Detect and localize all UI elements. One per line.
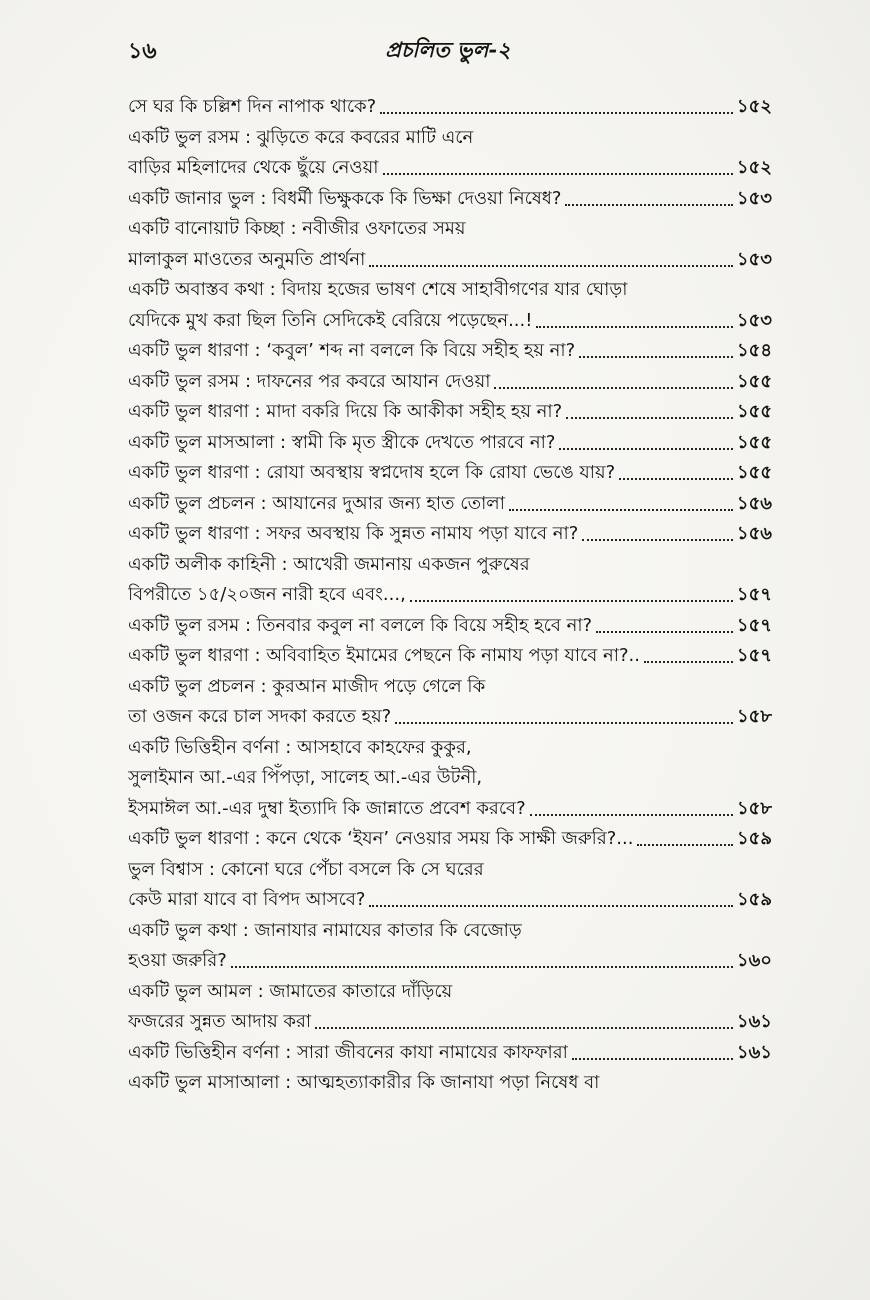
toc-entry-text: ফজরের সুন্নত আদায় করা [128,1011,312,1032]
toc-page-number: ১৫২ [736,96,772,117]
toc-entry-line [128,763,772,794]
toc-entry-text: একটি ভুল ধারণা : মাদা বকরি দিয়ে কি আকীকা সহীহ হয় না? [128,401,563,422]
toc-page-number: ১৫৭ [736,584,772,605]
toc-entry-text: একটি ভুল মাসআলা : স্বামী কি মৃত স্ত্রীকে দেখতে পারবে না? [128,431,556,453]
toc-entry-line [128,367,772,398]
dot-leader [582,539,733,541]
toc-entry-line [128,916,772,947]
toc-entry-text: ইসমাঈল আ.-এর দুম্বা ইত্যাদি কি জান্নাতে প্রবেশ করবে? [128,797,526,819]
toc-entry-text: একটি জানার ভুল : বিধর্মী ভিক্ষুককে কি ভিক্ষা দেওয়া নিষেধ? [128,187,562,209]
toc-entry-line [128,977,772,1008]
toc-entry-text: একটি ভিত্তিহীন বর্ণনা : সারা জীবনের কাযা নামাযের কাফফারা [128,1041,568,1063]
toc-entry-line [128,641,772,672]
toc-entry-line [128,702,772,733]
toc-page-number: ১৫৮ [736,706,772,727]
toc-page-number: ১৬১ [736,1011,772,1032]
toc-entry-line [128,1038,772,1069]
toc-entry-text: একটি ভুল ধারণা : কনে থেকে ‘ইযন’ নেওয়ার সময় কি সাক্ষী জরুরি?... [128,828,634,849]
dot-leader [369,265,733,267]
toc-entry-text: সে ঘর কি চল্লিশ দিন নাপাক থাকে? [128,96,377,117]
dot-leader [565,204,733,206]
dot-leader [559,448,733,450]
dot-leader [383,173,733,175]
toc-entry-line [128,214,772,245]
toc-entry-text: একটি ভিত্তিহীন বর্ণনা : আসহাবে কাহফের কুকুর, [128,736,472,758]
toc-page-number: ১৫৯ [736,889,772,910]
toc-entry-line [128,245,772,276]
toc-entry-line [128,611,772,642]
toc-page-number: ১৫২ [736,157,772,178]
dot-leader [579,356,733,358]
toc-page-number: ১৫৫ [736,401,772,422]
dot-leader [596,631,733,633]
toc-page-number: ১৫৮ [736,797,772,819]
toc-page-number: ১৬১ [736,1041,772,1063]
toc-entry-text: একটি ভুল প্রচলন : কুরআন মাজীদ পড়ে গেলে কি [128,675,486,697]
toc-entry-line [128,855,772,886]
dot-leader [410,600,733,602]
toc-entry-text: বাড়ির মহিলাদের থেকে ছুঁয়ে নেওয়া [128,157,379,178]
toc-entry-text: হওয়া জরুরি? [128,950,227,971]
toc-entry-text: একটি ভুল রসম : ঝুড়িতে করে কবরের মাটি এনে [128,126,474,148]
toc-page-number: ১৫৩ [736,248,772,270]
toc-entry-line [128,275,772,306]
toc-entry-line [128,672,772,703]
toc-entry-text: তা ওজন করে চাল সদকা করতে হয়? [128,706,392,727]
toc-entry-text: যেদিকে মুখ করা ছিল তিনি সেদিকেই বেরিয়ে পড়েছেন...! [128,309,533,331]
toc-entry-line [128,397,772,428]
toc-page-number: ১৫৭ [736,614,772,636]
toc-entry-text: একটি অলীক কাহিনী : আখেরী জমানায় একজন পুরুষের [128,553,530,575]
toc-entry-text: একটি ভুল প্রচলন : আযানের দুআর জন্য হাত তোলা [128,492,505,514]
toc-entry-line [128,519,772,550]
toc-entry-text: কেউ মারা যাবে বা বিপদ আসবে? [128,889,366,910]
toc-entry-text: একটি ভুল ধারণা : সফর অবস্থায় কি সুন্নত নামায পড়া যাবে না? [128,523,579,544]
toc-page-number: ১৫৬ [736,523,772,544]
toc-entry-text: একটি ভুল কথা : জানাযার নামাযের কাতার কি বেজোড় [128,919,522,941]
dot-leader [530,814,733,816]
dot-leader [644,661,733,663]
toc-page-number: ১৫৩ [736,309,772,331]
toc-entry-text: একটি ভুল ধারণা : রোযা অবস্থায় স্বপ্নদোষ হলে কি রোযা ভেঙে যায়? [128,462,616,483]
dot-leader [619,478,733,480]
toc-entry-line [128,1068,772,1099]
toc-entry-line [128,92,772,123]
toc-entry-text: একটি অবাস্তব কথা : বিদায় হজের ভাষণ শেষে সাহাবীগণের যার ঘোড়া [128,279,628,300]
toc-page-number: ১৫৫ [736,431,772,453]
toc-entry-text: মালাকুল মাওতের অনুমতি প্রার্থনা [128,248,366,270]
toc-entry-text: একটি ভুল রসম : তিনবার কবুল না বললে কি বিয়ে সহীহ হবে না? [128,614,593,636]
toc-entry-line [128,824,772,855]
dot-leader [494,387,733,389]
toc-entry-line [128,580,772,611]
dot-leader [509,509,733,511]
toc-entry-line [128,550,772,581]
page-header [128,34,768,70]
toc-page-number: ১৫৫ [736,462,772,483]
dot-leader [536,326,732,328]
toc-entry-line [128,184,772,215]
dot-leader [395,722,733,724]
toc-page-number: ১৫৪ [736,340,772,361]
toc-entry-line [128,794,772,825]
toc-entry-text: একটি ভুল ধারণা : ‘কবুল’ শব্দ না বললে কি বিয়ে সহীহ হয় না? [128,340,576,361]
toc-entry-line [128,306,772,337]
table-of-contents [128,92,772,1099]
dot-leader [231,966,733,968]
toc-entry-text: একটি ভুল রসম : দাফনের পর কবরে আযান দেওয়া [128,370,491,392]
toc-entry-line [128,336,772,367]
dot-leader [572,1058,733,1060]
toc-entry-line [128,946,772,977]
dot-leader [380,112,733,114]
dot-leader [369,905,732,907]
dot-leader [315,1027,733,1029]
toc-entry-line [128,885,772,916]
toc-entry-text: সুলাইমান আ.-এর পিঁপড়া, সালেহ আ.-এর উটনী, [128,767,483,788]
toc-page-number: ১৫৩ [736,187,772,209]
toc-entry-text: একটি বানোয়াট কিচ্ছা : নবীজীর ওফাতের সময় [128,218,466,239]
page-number: ১৬ [128,39,157,64]
toc-entry-line [128,428,772,459]
toc-entry-text: ভুল বিশ্বাস : কোনো ঘরে পেঁচা বসলে কি সে ঘরের [128,858,484,880]
toc-entry-line [128,733,772,764]
toc-entry-line [128,1007,772,1038]
toc-entry-text: একটি ভুল মাসাআলা : আত্মহত্যাকারীর কি জানাযা পড়া নিষেধ বা [128,1072,600,1093]
toc-page-number: ১৫৯ [736,828,772,849]
toc-entry-text: বিপরীতে ১৫/২০জন নারী হবে এবং..., [128,584,406,605]
running-title: প্রচলিত ভুল-২ [385,37,511,62]
toc-page-number: ১৫৭ [736,645,772,666]
toc-page-number: ১৫৫ [736,370,772,392]
toc-entry-text: একটি ভুল আমল : জামাতের কাতারে দাঁড়িয়ে [128,980,453,1002]
toc-page-number: ১৫৬ [736,492,772,514]
dot-leader [637,844,733,846]
toc-entry-line [128,458,772,489]
toc-page-number: ১৬০ [736,950,772,971]
toc-entry-line [128,489,772,520]
toc-entry-text: একটি ভুল ধারণা : অবিবাহিত ইমামের পেছনে কি নামায পড়া যাবে না?.. [128,645,640,666]
toc-entry-line [128,153,772,184]
dot-leader [566,417,733,419]
toc-entry-line [128,123,772,154]
